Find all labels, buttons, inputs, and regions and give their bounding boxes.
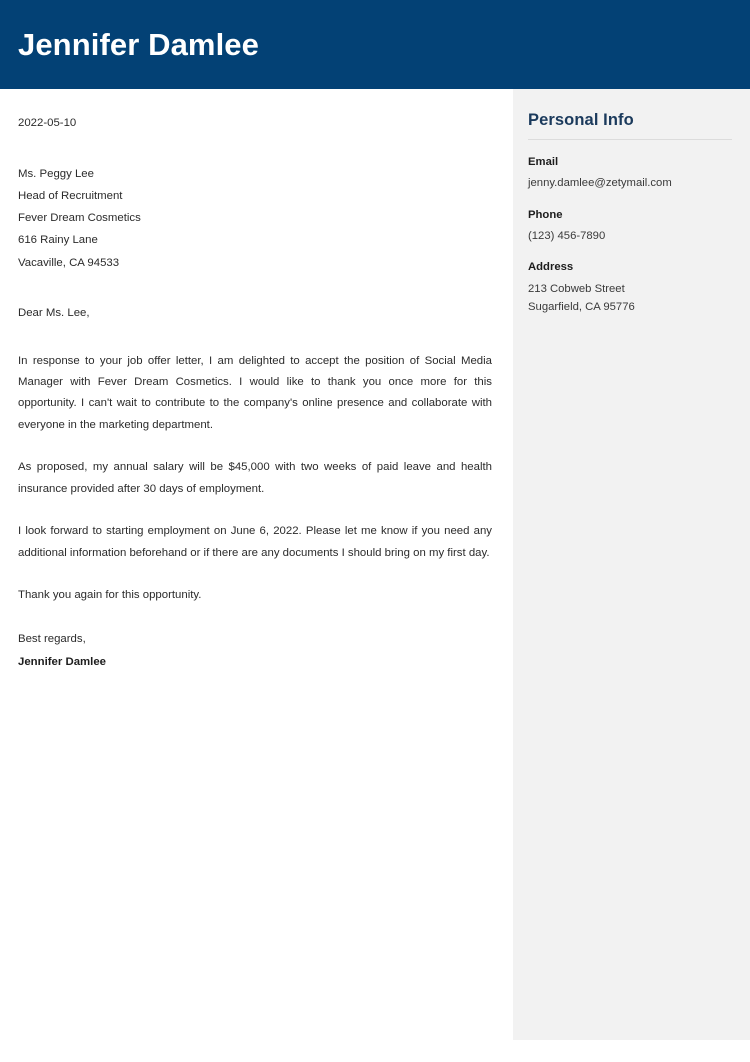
letter-body-wrap bbox=[0, 89, 750, 1062]
page-title: Jennifer Damlee bbox=[18, 27, 259, 62]
info-label: Address bbox=[528, 261, 574, 274]
recipient-line: Head of Recruitment bbox=[18, 189, 123, 202]
sidebar-heading: Personal Info bbox=[528, 111, 634, 129]
info-label: Phone bbox=[528, 208, 563, 221]
letter-closing-block bbox=[18, 628, 492, 672]
recipient-line: 616 Rainy Lane bbox=[18, 234, 98, 247]
letter-paragraph: As proposed, my annual salary will be $45,000 with two weeks of paid leave and health insurance provided after 30 days of employment. bbox=[18, 461, 492, 495]
letter-closing: Best regards, bbox=[18, 633, 86, 646]
letter-content-column bbox=[0, 89, 513, 1062]
info-group-address bbox=[528, 259, 732, 316]
letter-paragraph: I look forward to starting employment on June 6, 2022. Please let me know if you need any additional information beforehand or if there are any documents I should bring on my first day. bbox=[18, 525, 492, 559]
address-line: Sugarfield, CA 95776 bbox=[528, 301, 635, 314]
recipient-line: Vacaville, CA 94533 bbox=[18, 256, 120, 269]
info-label: Email bbox=[528, 156, 559, 168]
info-group-email bbox=[528, 154, 732, 193]
info-group-phone bbox=[528, 207, 732, 246]
email-value: jenny.damlee@zetymail.com bbox=[528, 177, 672, 190]
sidebar-divider bbox=[528, 139, 732, 140]
recipient-address-block bbox=[18, 163, 492, 274]
letter-paragraph: In response to your job offer letter, I am delighted to accept the position of Social Media Manager with Fever Dream Cosmetics. I would like to thank you once more for this opportunity. I can't wait to contribute to the company's online presence and collaborate with everyone in the marketing department. bbox=[18, 354, 492, 431]
letter-salutation: Dear Ms. Lee, bbox=[18, 306, 90, 319]
letter-header-band bbox=[0, 0, 750, 89]
recipient-line: Fever Dream Cosmetics bbox=[18, 212, 141, 225]
letter-date: 2022-05-10 bbox=[18, 117, 77, 129]
phone-value: (123) 456-7890 bbox=[528, 230, 606, 243]
letter-paragraph: Thank you again for this opportunity. bbox=[18, 589, 202, 602]
recipient-line: Ms. Peggy Lee bbox=[18, 167, 94, 180]
personal-info-sidebar bbox=[513, 89, 750, 1040]
address-line: 213 Cobweb Street bbox=[528, 282, 625, 295]
letter-signature: Jennifer Damlee bbox=[18, 655, 106, 668]
